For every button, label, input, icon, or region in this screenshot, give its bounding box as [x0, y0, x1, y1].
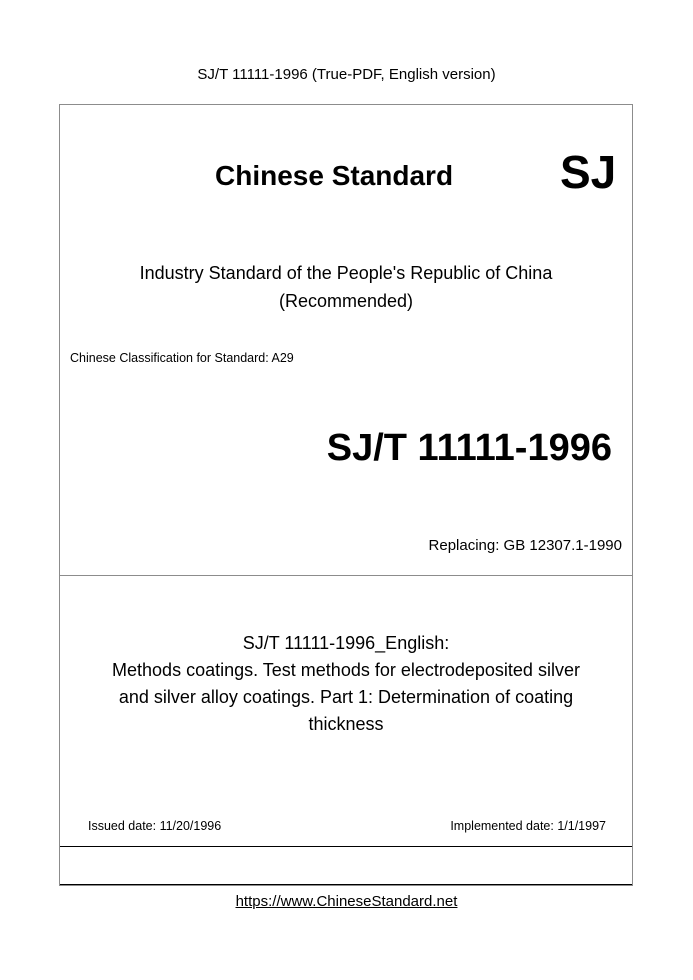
standard-number: SJ/T 11111-1996 — [326, 427, 612, 469]
subtitle — [60, 259, 632, 315]
implemented-date: Implemented date: 1/1/1997 — [450, 819, 606, 833]
bottom-box — [60, 846, 632, 885]
document-title-line: thickness — [308, 714, 384, 734]
cover-frame — [59, 104, 633, 886]
website-link[interactable]: https://www.ChineseStandard.net — [235, 893, 458, 910]
page-header: SJ/T 11111-1996 (True-PDF, English version) — [197, 66, 496, 83]
issued-date: Issued date: 11/20/1996 — [88, 819, 222, 833]
footer — [0, 893, 693, 910]
document-title — [60, 630, 632, 738]
document-title-line: and silver alloy coatings. Part 1: Determination of coating — [118, 687, 574, 707]
brand-code: SJ — [560, 146, 617, 198]
document-section — [60, 576, 632, 846]
replacing-note: Replacing: GB 12307.1-1990 — [428, 537, 622, 554]
document-title-line: SJ/T 11111-1996_English: — [242, 633, 450, 653]
classification: Chinese Classification for Standard: A29 — [70, 351, 294, 365]
subtitle-line-1: Industry Standard of the People's Republic of China — [139, 263, 553, 283]
document-title-line: Methods coatings. Test methods for electrodeposited silver — [112, 660, 580, 680]
cover-top-section — [60, 105, 632, 576]
subtitle-line-2: (Recommended) — [278, 291, 414, 311]
brand-title: Chinese Standard — [215, 160, 454, 191]
